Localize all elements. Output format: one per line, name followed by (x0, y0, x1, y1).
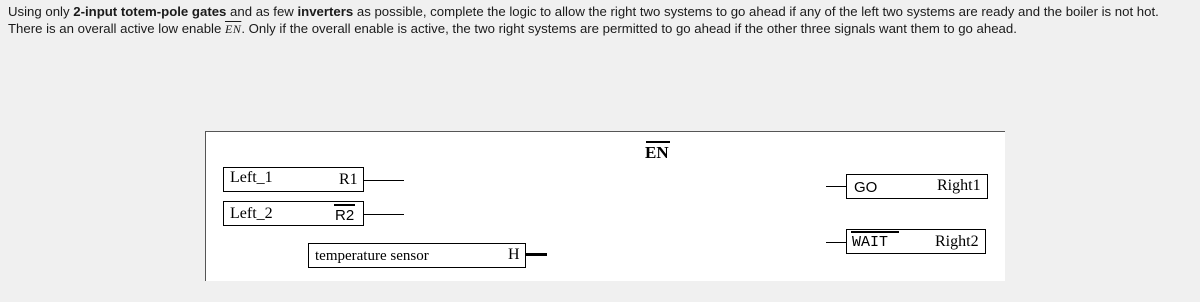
question-part-2: and as few (226, 4, 298, 19)
question-enable-signal: $\overline{EN}$ (224, 22, 242, 36)
question-part-3: as possible, complete the logic to allow the right two systems to go ahead if any of the left two systems are ready and the boiler is not hot. There is an overall active low enable (8, 4, 1159, 36)
diagram-left-border (205, 131, 206, 281)
question-bold-gates: 2-input totem-pole gates (73, 4, 227, 19)
question-part-4: . Only if the overall enable is active, the two right systems are permitted to go ahead if the other three signals want them to go ahead. (241, 21, 1017, 36)
right-2-signal: WAIT (852, 234, 889, 251)
enable-label-text: EN (645, 143, 669, 162)
enable-label (645, 143, 669, 163)
question-bold-inverters: inverters (297, 4, 354, 19)
question-part-1: Using only (8, 4, 74, 19)
right-1-input-bar (846, 176, 847, 197)
left-1-name: Left_1 (230, 169, 273, 186)
left-1-signal: R1 (339, 171, 358, 188)
right-2-name: Right2 (935, 233, 979, 250)
enable-overbar (646, 141, 670, 143)
temperature-sensor-signal: H (508, 246, 520, 263)
right-1-input-wire (826, 186, 846, 187)
left-2-signal: R2 (335, 207, 355, 224)
right-1-box (846, 174, 988, 199)
diagram-top-border (205, 131, 1005, 132)
left-1-box (223, 167, 364, 192)
left-1-output-wire (364, 180, 404, 181)
right-1-name: Right1 (937, 177, 981, 194)
right-1-signal: GO (854, 179, 878, 196)
wait-overbar (851, 231, 899, 233)
r2-overbar (334, 204, 355, 206)
temperature-output-wire (526, 253, 547, 256)
temperature-sensor-box (308, 243, 526, 268)
question-text (8, 3, 1196, 38)
left-2-name: Left_2 (230, 205, 273, 222)
temperature-sensor-name: temperature sensor (315, 248, 429, 264)
left-2-output-wire (364, 214, 404, 215)
right-2-input-bar (846, 231, 847, 252)
right-2-input-wire (826, 242, 846, 243)
